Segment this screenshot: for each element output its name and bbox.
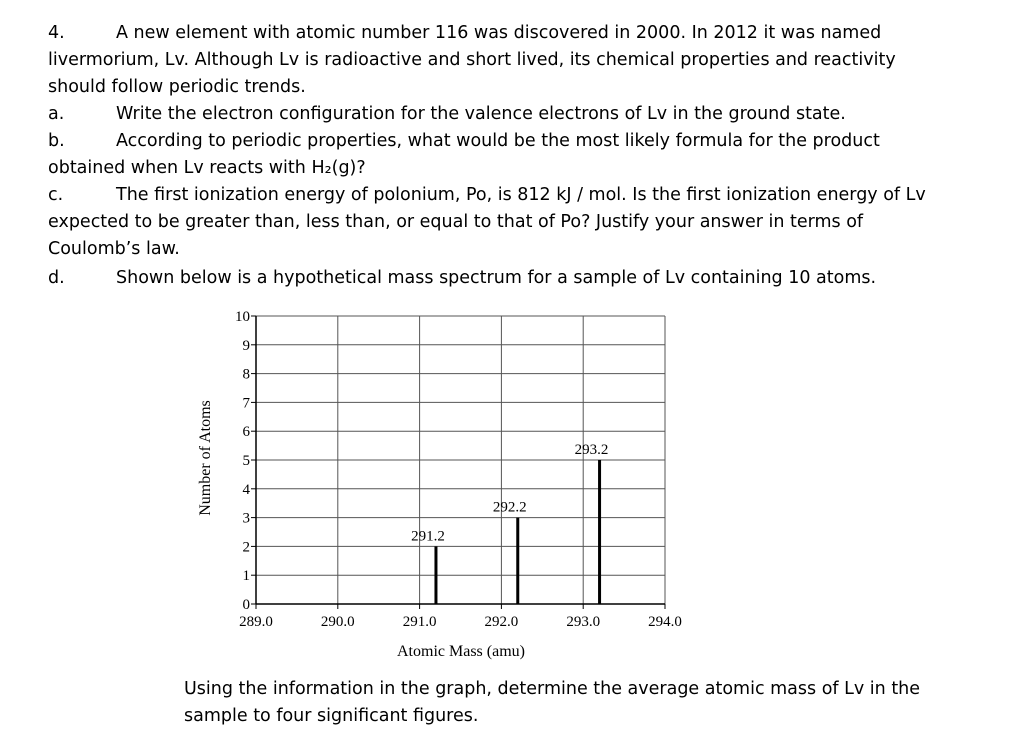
y-tick-label: 4 xyxy=(242,481,250,498)
y-tick-label: 0 xyxy=(242,597,250,613)
x-tick-label: 292.0 xyxy=(484,614,519,630)
y-tick-label: 1 xyxy=(242,568,250,585)
peak-bar xyxy=(516,518,519,604)
y-tick-label: 8 xyxy=(242,366,250,383)
intro-line-2: livermorium, Lv. Although Lv is radioactive and short lived, its chemical properties and reactivity xyxy=(48,50,896,70)
part-a-label: a. xyxy=(48,104,65,124)
chart-grid xyxy=(256,316,665,604)
peak-label: 293.2 xyxy=(574,442,609,458)
part-c-line-3: Coulomb’s law. xyxy=(48,239,180,259)
part-b-label: b. xyxy=(48,131,65,151)
closing-line-1: Using the information in the graph, determine the average atomic mass of Lv in the xyxy=(184,679,921,699)
peak-label: 292.2 xyxy=(492,499,527,516)
peak-bar xyxy=(434,546,437,604)
y-axis-label: Number of Atoms xyxy=(197,400,214,516)
part-c-line-1: c. The first ionization energy of polonium, Po, is 812 kJ / mol. Is the first ionization energy of Lv xyxy=(48,182,926,209)
x-tick-label: 294.0 xyxy=(648,614,682,630)
y-tick-label: 10 xyxy=(235,309,250,325)
closing-line-2: sample to four significant figures. xyxy=(184,706,479,726)
peak-label: 291.2 xyxy=(411,528,445,545)
chart-ticks xyxy=(235,309,682,630)
part-d xyxy=(48,265,876,292)
part-b-line-2: obtained when Lv reacts with H₂(g)? xyxy=(48,158,366,178)
y-tick-label: 7 xyxy=(242,395,250,412)
part-c-line-2: expected to be greater than, less than, or equal to that of Po? Justify your answer in terms of xyxy=(48,212,864,232)
x-tick-label: 290.0 xyxy=(320,614,355,630)
part-b-line-1: b. According to periodic properties, what would be the most likely formula for the product xyxy=(48,128,880,155)
part-d-text: Shown below is a hypothetical mass spectrum for a sample of Lv containing 10 atoms. xyxy=(116,268,877,288)
part-d-label: d. xyxy=(48,268,65,288)
question-number: 4. xyxy=(48,23,65,43)
part-a xyxy=(48,101,846,128)
mass-spectrum-chart xyxy=(160,300,720,672)
x-axis-label: Atomic Mass (amu) xyxy=(397,643,525,660)
y-tick-label: 9 xyxy=(242,337,250,354)
y-tick-label: 2 xyxy=(242,539,250,556)
y-tick-label: 5 xyxy=(242,453,250,469)
y-tick-label: 3 xyxy=(242,510,250,527)
peak-bar xyxy=(598,460,601,604)
y-tick-label: 6 xyxy=(242,424,250,441)
closing-question xyxy=(184,676,920,730)
intro-line-3: should follow periodic trends. xyxy=(48,77,306,97)
x-tick-label: 291.0 xyxy=(402,614,437,630)
x-tick-label: 293.0 xyxy=(566,614,601,630)
intro-line-1: 4. A new element with atomic number 116 was discovered in 2000. In 2012 it was named xyxy=(48,20,881,47)
x-tick-label: 289.0 xyxy=(239,614,273,630)
chart-peaks xyxy=(411,442,608,604)
part-a-text: Write the electron configuration for the valence electrons of Lv in the ground state. xyxy=(116,104,846,124)
part-c-label: c. xyxy=(48,185,64,205)
